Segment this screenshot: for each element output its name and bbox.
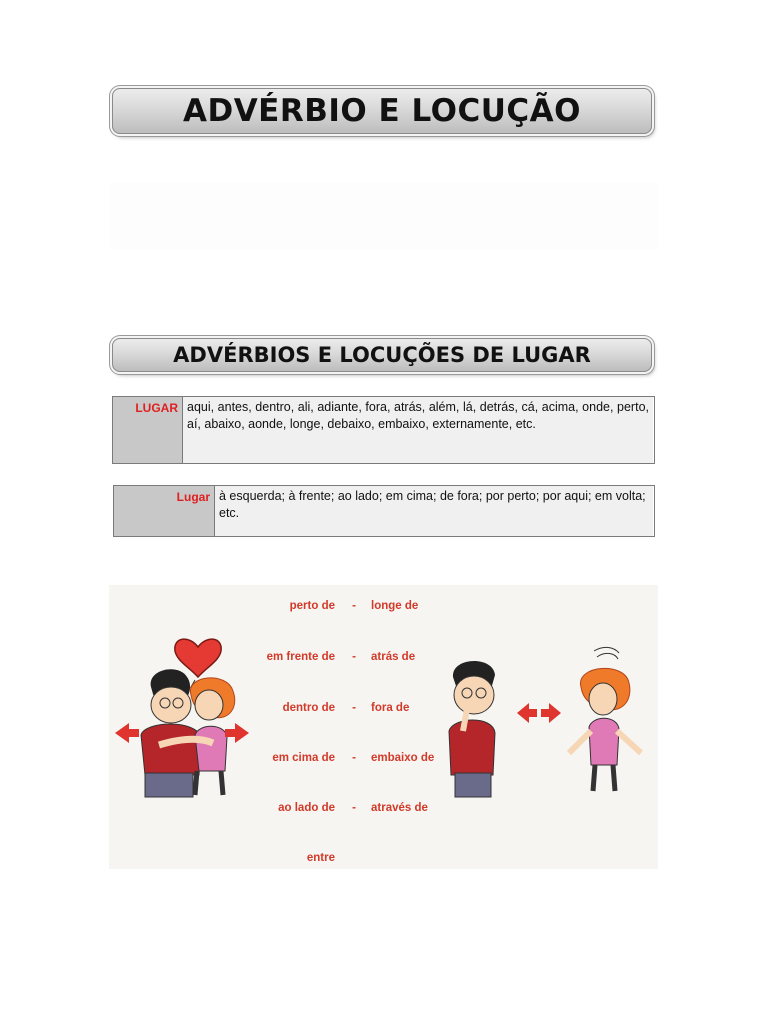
pair-dash: - (352, 600, 356, 612)
pair-dash: - (352, 802, 356, 814)
pair-right: longe de (371, 600, 419, 612)
pair-dash: - (352, 651, 356, 663)
pair-left: ao lado de (278, 802, 335, 814)
section-title-banner (112, 338, 652, 372)
adverbs-table-text: aqui, antes, dentro, ali, adiante, fora, atrás, além, lá, detrás, cá, acima, onde, perto, aí, abaixo, aonde, longe, debaixo, embaixo, externamente, etc. (183, 397, 653, 463)
hugging-couple-drawing (109, 625, 254, 805)
page-title-banner (112, 88, 652, 134)
pair-right: fora de (371, 702, 410, 714)
pair-dash: - (352, 702, 356, 714)
heart-icon (175, 639, 221, 677)
locutions-table-label: Lugar (114, 486, 215, 536)
locutions-table-text: à esquerda; à frente; ao lado; em cima; de fora; por perto; por aqui; em volta; etc. (215, 486, 653, 536)
adverbs-table (112, 396, 655, 464)
illustration (109, 585, 658, 869)
pair-left: em cima de (272, 752, 335, 764)
pair-left: perto de (289, 600, 335, 612)
section-title: ADVÉRBIOS E LOCUÇÕES DE LUGAR (173, 343, 591, 367)
pair-dash: - (352, 752, 356, 764)
pair-right: através de (371, 802, 428, 814)
pair-right: atrás de (371, 651, 416, 663)
pair-left: em frente de (266, 651, 335, 663)
blank-area (110, 183, 658, 249)
separated-couple-drawing (429, 635, 654, 805)
locutions-table (113, 485, 655, 537)
pair-left: entre (306, 852, 335, 864)
pair-left: dentro de (282, 702, 335, 714)
pair-right: embaixo de (371, 752, 435, 764)
page-title: ADVÉRBIO E LOCUÇÃO (182, 93, 582, 129)
adverbs-table-label: LUGAR (113, 397, 183, 463)
